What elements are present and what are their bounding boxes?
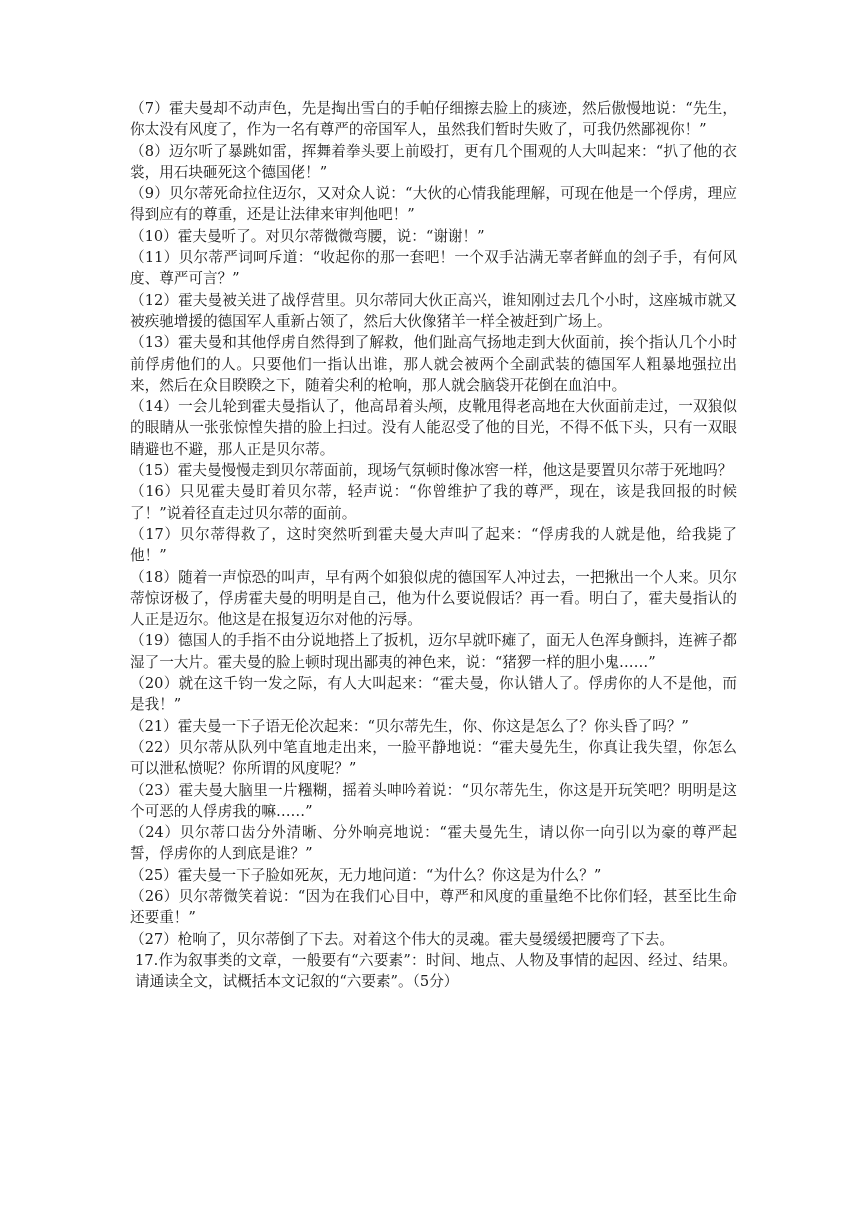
paragraph-17: （17）贝尔蒂得救了，这时突然听到霍夫曼大声叫了起来：“俘虏我的人就是他，给我毙了他！”	[130, 525, 737, 565]
paragraph-26: （26）贝尔蒂微笑着说：“因为在我们心目中，尊严和风度的重量绝不比你们轻，甚至比生命还要重！”	[130, 887, 737, 927]
paragraph-21: （21）霍夫曼一下子语无伦次起来：“贝尔蒂先生，你、你这是怎么了？你头昏了吗？”	[130, 717, 689, 735]
question-17: 17.作为叙事类的文章，一般要有“六要素”：时间、地点、人物及事情的起因、经过、结果。请通读全文，试概括本文记叙的“六要素”。（5分）	[135, 951, 737, 991]
paragraph-9: （9）贝尔蒂死命拉住迈尔，又对众人说：“大伙的心情我能理解，可现在他是一个俘虏，理应得到应有的尊重，还是让法律来审判他吧！”	[130, 185, 737, 224]
paragraph-24: （24）贝尔蒂口齿分外清晰、分外响亮地说：“霍夫曼先生，请以你一向引以为豪的尊严起誓，俘虏你的人到底是谁？”	[130, 824, 737, 863]
paragraph-14: （14）一会儿轮到霍夫曼指认了，他高昂着头颅，皮靴甩得老高地在大伙面前走过，一双狼似的眼睛从一张张惊惶失措的脸上扫过。没有人能忍受了他的目光，不得不低下头，只有一双眼睛避也不避，那人正是贝尔蒂。	[130, 398, 737, 458]
paragraph-22: （22）贝尔蒂从队列中笔直地走出来，一脸平静地说：“霍夫曼先生，你真让我失望，你怎么可以泄私愤呢？你所谓的风度呢？”	[130, 738, 737, 778]
paragraph-20: （20）就在这千钧一发之际，有人大叫起来：“霍夫曼，你认错人了。俘虏你的人不是他，而是我！”	[130, 675, 737, 714]
paragraph-18: （18）随着一声惊恐的叫声，早有两个如狼似虎的德国军人冲过去，一把揪出一个人来。贝尔蒂惊讶极了，俘虏霍夫曼的明明是自己，他为什么要说假话？再一看。明白了，霍夫曼指认的人正是迈尔。他这是在报复迈尔对他的污辱。	[130, 568, 737, 629]
paragraph-10: （10）霍夫曼听了。对贝尔蒂微微弯腰，说：“谢谢！”	[130, 227, 485, 245]
paragraph-16: （16）只见霍夫曼盯着贝尔蒂，轻声说：“你曾维护了我的尊严，现在，该是我回报的时候了！”说着径直走过贝尔蒂的面前。	[130, 483, 737, 522]
paragraph-7: （7）霍夫曼却不动声色，先是掏出雪白的手帕仔细擦去脸上的痰迹，然后傲慢地说：“先生，你太没有风度了，作为一名有尊严的帝国军人，虽然我们暂时失败了，可我仍然鄙视你！”	[130, 100, 737, 139]
paragraph-11: （11）贝尔蒂严词呵斥道：“收起你的那一套吧！一个双手沾满无辜者鲜血的刽子手，有何风度、尊严可言？”	[130, 249, 737, 288]
paragraph-15: （15）霍夫曼慢慢走到贝尔蒂面前，现场气氛顿时像冰窖一样，他这是要置贝尔蒂于死地吗？	[130, 462, 733, 480]
paragraph-23: （23）霍夫曼大脑里一片糨糊，摇着头呻吟着说：“贝尔蒂先生，你这是开玩笑吧？明明是这个可恶的人俘虏我的嘛……”	[130, 781, 737, 820]
paragraph-27: （27）枪响了，贝尔蒂倒了下去。对着这个伟大的灵魂。霍夫曼缓缓把腰弯了下去。	[130, 930, 674, 948]
paragraph-8: （8）迈尔听了暴跳如雷，挥舞着拳头要上前殴打，更有几个围观的人大叫起来：“扒了他的衣裳，用石块砸死这个德国佬！”	[130, 142, 737, 181]
document-body	[130, 98, 737, 992]
paragraph-19: （19）德国人的手指不由分说地搭上了扳机，迈尔早就吓瘫了，面无人色浑身颤抖，连裤子都湿了一大片。霍夫曼的脸上顿时现出鄙夷的神色来，说：“猪猡一样的胆小鬼……”	[130, 632, 737, 671]
paragraph-13: （13）霍夫曼和其他俘虏自然得到了解救，他们趾高气扬地走到大伙面前，挨个指认几个小时前俘虏他们的人。只要他们一指认出谁，那人就会被两个全副武装的德国军人粗暴地强拉出来，然后在众目睽睽之下，随着尖利的枪响，那人就会脑袋开花倒在血泊中。	[130, 334, 737, 394]
paragraph-12: （12）霍夫曼被关进了战俘营里。贝尔蒂同大伙正高兴，谁知刚过去几个小时，这座城市就又被疾驰增援的德国军人重新占领了，然后大伙像猪羊一样全被赶到广场上。	[130, 291, 737, 330]
paragraph-25: （25）霍夫曼一下子脸如死灰，无力地问道：“为什么？你这是为什么？”	[130, 866, 602, 884]
